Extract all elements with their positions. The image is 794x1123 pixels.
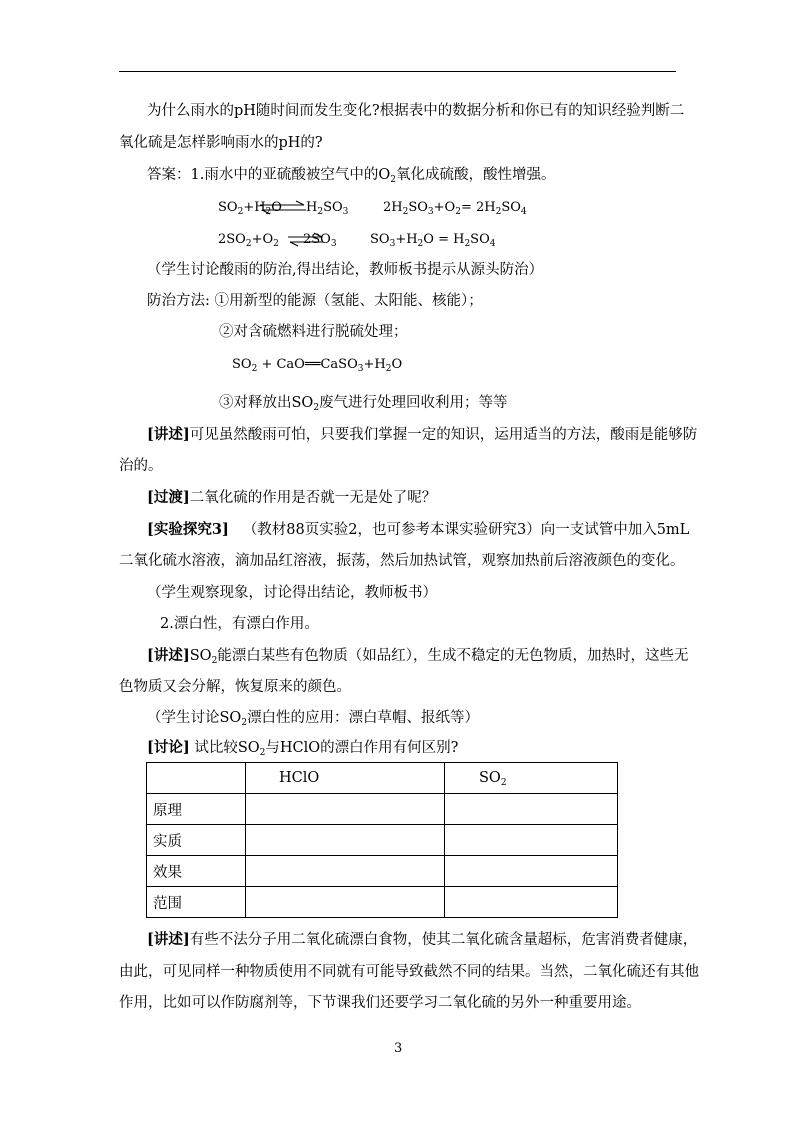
equation-so2-h2o: $SO_2+H_2O$ <box>218 200 282 217</box>
lecture-paragraph-3-line-2: 由此，可见同样一种物质使用不同就有可能导致截然不同的结果。当然，二氧化硫还有其他 <box>119 964 699 980</box>
comparison-table <box>146 762 618 918</box>
equation-desulfurization: $SO_2$ + $CaO══CaSO_3+H_2O$ <box>232 357 403 374</box>
tag-lecture: [讲述] <box>147 931 190 948</box>
tag-lecture: [讲述] <box>147 647 190 664</box>
equation-h2so3: $H_2SO_3$ <box>306 200 349 217</box>
prevention-method-2: ②对含硫燃料进行脱硫处理； <box>219 324 408 340</box>
student-discussion-line: （学生讨论酸雨的防治,得出结论，教师板书提示从源头防治） <box>147 262 544 278</box>
question-line-1: 为什么雨水的pH随时间而发生变化?根据表中的数据分析和你已有的知识经验判断二 <box>147 103 685 119</box>
transition-line: [过渡]二氧化硫的作用是否就一无是处了呢？ <box>147 489 437 506</box>
question-line-2: 氧化硫是怎样影响雨水的pH的? <box>119 135 323 151</box>
table-cell[interactable] <box>246 856 445 887</box>
lecture-paragraph-1-cont: 治的。 <box>119 458 163 474</box>
table-cell[interactable] <box>246 887 445 918</box>
row-label: 原理 <box>147 794 246 825</box>
table-cell[interactable] <box>445 887 618 918</box>
header-rule <box>119 71 676 72</box>
observation-line: （学生观察现象，讨论得出结论，教师板书） <box>147 585 437 601</box>
table-cell[interactable] <box>445 794 618 825</box>
experiment-line-cont: 二氧化硫水溶液，滴加品红溶液，振荡，然后加热试管，观察加热前后溶液颜色的变化。 <box>119 553 685 569</box>
tag-discussion: [讨论] <box>147 739 190 756</box>
row-label: 范围 <box>147 887 246 918</box>
table-row <box>147 856 618 887</box>
table-cell[interactable] <box>445 856 618 887</box>
table-row <box>147 825 618 856</box>
application-discussion: （学生讨论$SO_2$漂白性的应用：漂白草帽、报纸等） <box>147 710 480 728</box>
bleaching-conclusion: 2.漂白性，有漂白作用。 <box>160 616 319 632</box>
lecture-paragraph-2-cont: 色物质又会分解，恢复原来的颜色。 <box>119 679 351 695</box>
row-label: 实质 <box>147 825 246 856</box>
table-header-so2: $SO_2$ <box>445 763 618 794</box>
page-number: 3 <box>394 1041 403 1056</box>
lecture-paragraph-1: [讲述]可见虽然酸雨可怕，只要我们掌握一定的知识，运用适当的方法，酸雨是能够防 <box>147 426 698 443</box>
reversible-arrow-icon <box>258 200 308 216</box>
prevention-method-1: 防治方法: ①用新型的能源（氢能、太阳能、核能）； <box>147 293 483 309</box>
tag-experiment: [实验探究3] <box>147 521 229 538</box>
table-cell[interactable] <box>246 794 445 825</box>
row-label: 效果 <box>147 856 246 887</box>
lecture-paragraph-3-line-3: 作用，比如可以作防腐剂等，下节课我们还要学习二氧化硫的另外一种重要用途。 <box>119 995 641 1011</box>
lecture-paragraph-3: [讲述]有些不法分子用二氧化硫漂白食物，使其二氧化硫含量超标，危害消费者健康， <box>147 931 698 948</box>
table-row <box>147 794 618 825</box>
table-row <box>147 887 618 918</box>
table-cell[interactable] <box>445 825 618 856</box>
discussion-question: [讨论] 试比较$SO_2$与HClO的漂白作用有何区别? <box>147 739 459 758</box>
tag-transition: [过渡] <box>147 489 190 506</box>
experiment-line: [实验探究3] （教材88页实验2，也可参考本课实验研究3）向一支试管中加入5mL <box>147 521 690 538</box>
answer-line: 答案：1.雨水中的亚硫酸被空气中的$O_2$氧化成硫酸，酸性增强。 <box>147 167 556 185</box>
table-cell[interactable] <box>246 825 445 856</box>
table-header-hclo: HClO <box>246 763 445 794</box>
equation-so2-o2: $2SO_2+O_2$ <box>218 232 279 249</box>
equation-so3: $2SO_3$ <box>303 232 337 249</box>
equation-so3-h2o: $SO_3+H_2O = H_2SO_4$ <box>370 232 496 249</box>
lecture-paragraph-2: [讲述]$SO_2$能漂白某些有色物质（如品红），生成不稳定的无色物质，加热时，这些无 <box>147 647 689 666</box>
tag-lecture: [讲述] <box>147 426 190 443</box>
equation-h2so3-oxidation: $2H_2SO_3+O_2= 2H_2SO_4$ <box>383 200 527 217</box>
prevention-method-3: ③对释放出$SO_2$废气进行处理回收利用；等等 <box>219 395 508 413</box>
table-header-empty <box>147 763 246 794</box>
table-header-row <box>147 763 618 794</box>
